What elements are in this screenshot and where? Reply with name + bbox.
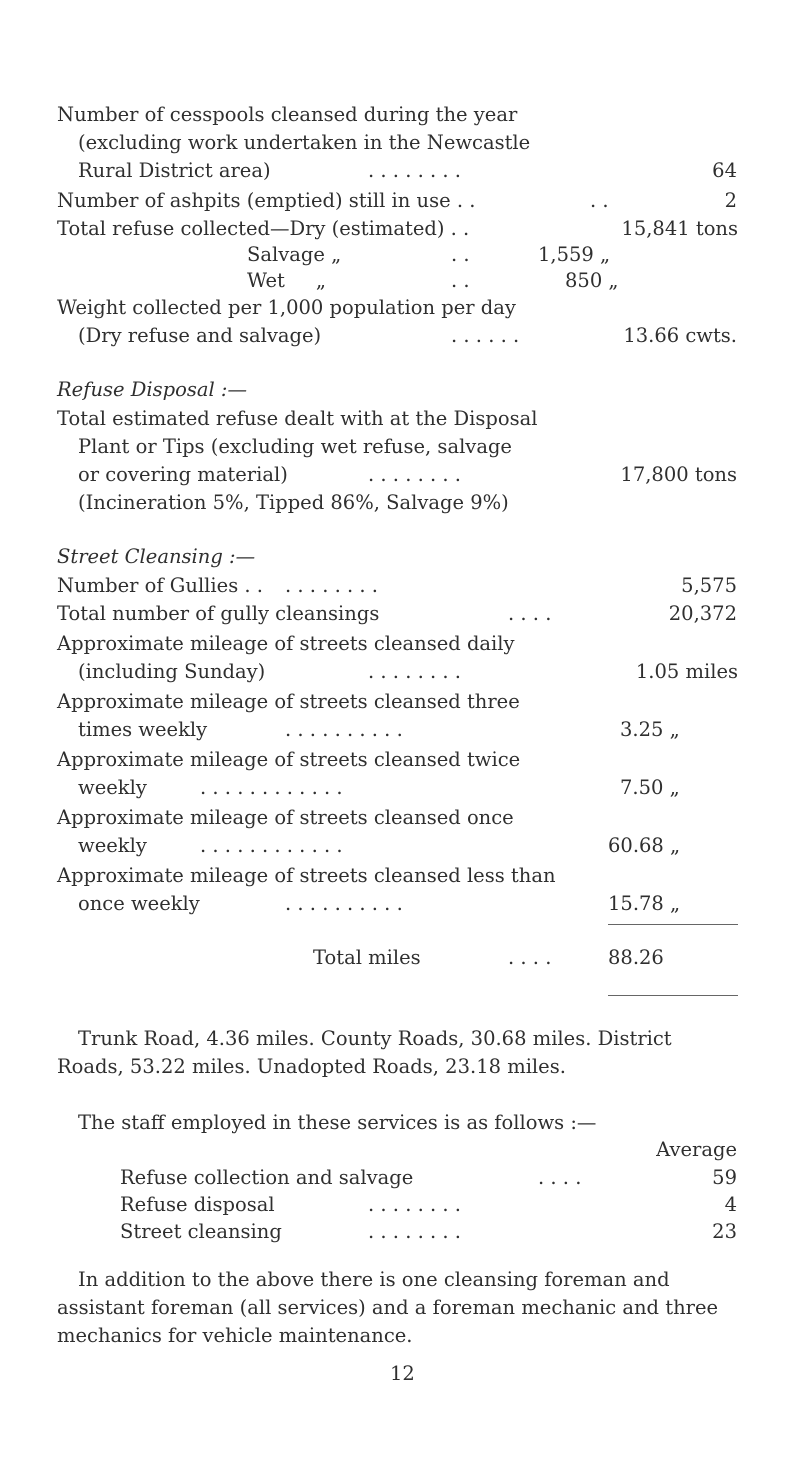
refuse-disposal-line-2: Plant or Tips (excluding wet refuse, salvage [78, 435, 512, 458]
refuse-disposal-breakdown: (Incineration 5%, Tipped 86%, Salvage 9%) [78, 491, 509, 514]
addition-line-1: In addition to the above there is one cleansing foreman and [78, 1268, 670, 1291]
mileage-twice-weekly-line-2: weekly [78, 776, 147, 799]
refuse-disposal-line-1: Total estimated refuse dealt with at the Disposal [57, 407, 538, 430]
staff-refuse-collection-label: Refuse collection and salvage [120, 1166, 414, 1189]
roads-line-1: Trunk Road, 4.36 miles. County Roads, 30.68 miles. District [78, 1027, 672, 1050]
ashpits-leader-dots: . . [590, 189, 609, 212]
cesspools-leader-dots: . . . . . . . . [368, 159, 461, 182]
mileage-once-weekly-leader-dots: . . . . . . . . . . . . [200, 834, 343, 857]
ashpits-value: 2 [724, 189, 737, 212]
staff-refuse-disposal-leader-dots: . . . . . . . . [368, 1193, 461, 1216]
mileage-daily-leader-dots: . . . . . . . . [368, 660, 461, 683]
mileage-daily-line-1: Approximate mileage of streets cleansed daily [57, 632, 515, 655]
staff-intro: The staff employed in these services is as follows :— [78, 1111, 597, 1134]
total-rule [608, 995, 738, 996]
gully-cleansings-leader-dots: . . . . [508, 602, 552, 625]
gully-cleansings-label: Total number of gully cleansings [57, 602, 380, 625]
gullies-value: 5,575 [681, 574, 737, 597]
weight-line-1: Weight collected per 1,000 population per day [57, 296, 516, 319]
cesspools-line-1: Number of cesspools cleansed during the year [57, 103, 518, 126]
mileage-three-weekly-leader-dots: . . . . . . . . . . [285, 718, 403, 741]
refuse-disposal-line-3: or covering material) [78, 463, 288, 486]
ashpits-label: Number of ashpits (emptied) still in use . . [57, 189, 476, 212]
total-miles-leader-dots: . . . . [508, 946, 552, 969]
addition-line-3: mechanics for vehicle maintenance. [57, 1324, 413, 1347]
mileage-once-weekly-line-2: weekly [78, 834, 147, 857]
addition-line-2: assistant foreman (all services) and a foreman mechanic and three [57, 1296, 719, 1319]
mileage-three-weekly-line-1: Approximate mileage of streets cleansed three [57, 690, 520, 713]
staff-refuse-disposal-label: Refuse disposal [120, 1193, 275, 1216]
staff-average-header: Average [656, 1138, 737, 1161]
refuse-disposal-value: 17,800 tons [620, 463, 737, 486]
mileage-less-weekly-line-2: once weekly [78, 892, 200, 915]
mileage-less-weekly-leader-dots: . . . . . . . . . . [285, 892, 403, 915]
mileage-daily-line-2: (including Sunday) [78, 660, 266, 683]
mileage-three-weekly-value: 3.25 „ [620, 718, 680, 741]
cesspools-line-3: Rural District area) [78, 159, 271, 182]
refuse-wet-value: 850 „ [565, 269, 619, 292]
weight-line-2: (Dry refuse and salvage) [78, 324, 322, 347]
staff-refuse-collection-leader-dots: . . . . [538, 1166, 582, 1189]
staff-street-cleansing-value: 23 [712, 1220, 737, 1243]
page-number: 12 [390, 1362, 415, 1385]
refuse-salvage-leader-dots: . . [451, 243, 470, 266]
refuse-wet-leader-dots: . . [451, 269, 470, 292]
weight-leader-dots: . . . . . . [451, 324, 520, 347]
cesspools-line-2: (excluding work undertaken in the Newcastle [78, 131, 531, 154]
refuse-disposal-leader-dots: . . . . . . . . [368, 463, 461, 486]
mileage-daily-value: 1.05 miles [635, 660, 738, 683]
staff-street-cleansing-leader-dots: . . . . . . . . [368, 1220, 461, 1243]
mileage-once-weekly-line-1: Approximate mileage of streets cleansed once [57, 806, 514, 829]
refuse-salvage-value: 1,559 „ [538, 243, 611, 266]
street-cleansing-heading: Street Cleansing :— [57, 545, 256, 568]
gully-cleansings-value: 20,372 [668, 602, 737, 625]
refuse-dry-value: 15,841 tons [621, 217, 738, 240]
cesspools-value: 64 [712, 159, 737, 182]
staff-refuse-disposal-value: 4 [724, 1193, 737, 1216]
total-miles-value: 88.26 [608, 946, 664, 969]
roads-line-2: Roads, 53.22 miles. Unadopted Roads, 23.18 miles. [57, 1055, 566, 1078]
refuse-wet-label: Wet „ [247, 269, 326, 292]
weight-value: 13.66 cwts. [623, 324, 737, 347]
refuse-disposal-heading: Refuse Disposal :— [57, 378, 247, 401]
refuse-collected-label: Total refuse collected—Dry (estimated) . . [57, 217, 470, 240]
mileage-three-weekly-line-2: times weekly [78, 718, 208, 741]
mileage-once-weekly-value: 60.68 „ [608, 834, 681, 857]
gullies-label: Number of Gullies . . [57, 574, 263, 597]
staff-street-cleansing-label: Street cleansing [120, 1220, 282, 1243]
mileage-less-weekly-value: 15.78 „ [608, 892, 681, 915]
staff-refuse-collection-value: 59 [712, 1166, 737, 1189]
mileage-less-weekly-line-1: Approximate mileage of streets cleansed less than [57, 864, 556, 887]
subtotal-rule [608, 924, 738, 925]
mileage-twice-weekly-value: 7.50 „ [620, 776, 680, 799]
mileage-twice-weekly-line-1: Approximate mileage of streets cleansed twice [57, 748, 521, 771]
refuse-salvage-label: Salvage „ [247, 243, 342, 266]
mileage-twice-weekly-leader-dots: . . . . . . . . . . . . [200, 776, 343, 799]
gullies-leader-dots: . . . . . . . . [285, 574, 378, 597]
total-miles-label: Total miles [313, 946, 421, 969]
